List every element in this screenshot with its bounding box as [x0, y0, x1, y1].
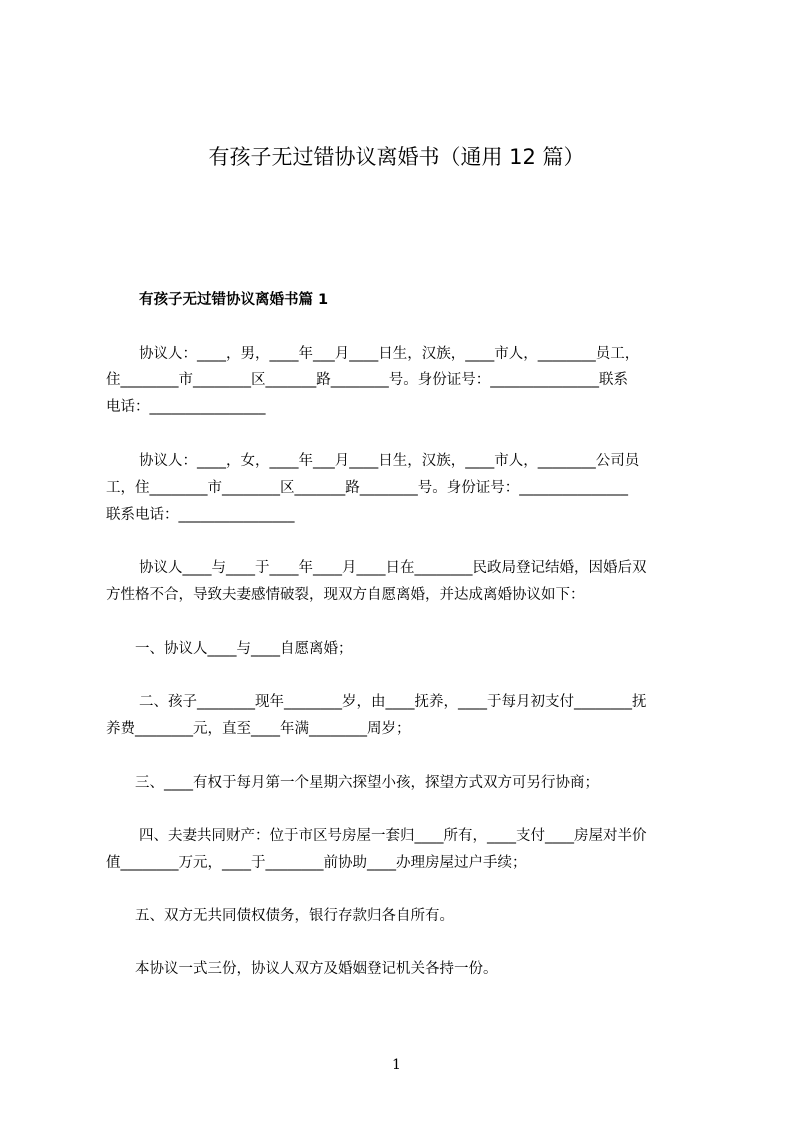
party2-line-1: 协议人：____，女，____年___月____日生，汉族，____市人，________公司员 — [139, 453, 640, 469]
party1-line-2: 住________市________区_______路________号。身份证号：_______________联系 — [106, 372, 628, 388]
party2-line-2: 工，住________市________区_______路________号。身份证号：_______________ — [106, 480, 628, 496]
page-number: 1 — [392, 1057, 401, 1073]
clause-5-line-1: 五、双方无共同债权债务，银行存款归各自所有。 — [135, 908, 454, 924]
party1-line-1: 协议人：____，男，____年___月____日生，汉族，____市人，________员工， — [139, 346, 640, 362]
intro-line-2: 方性格不合，导致夫妻感情破裂，现双方自愿离婚，并达成离婚协议如下： — [106, 587, 585, 603]
clause-3-line-1: 三、____有权于每月第一个星期六探望小孩，探望方式双方可另行协商； — [135, 775, 599, 791]
closing-line-1: 本协议一式三份，协议人双方及婚姻登记机关各持一份。 — [135, 961, 498, 977]
clause-2-line-2: 养费________元，直至____年满________周岁； — [106, 721, 411, 737]
intro-line-1: 协议人____与____于____年____月____日在________民政局登记结婚，因婚后双 — [139, 560, 647, 576]
clause-1-line-1: 一、协议人____与____自愿离婚； — [135, 641, 353, 657]
section-heading: 有孩子无过错协议离婚书篇 1 — [139, 292, 329, 308]
party2-line-3: 联系电话：________________ — [106, 507, 295, 523]
party1-line-3: 电话：________________ — [106, 399, 266, 415]
clause-4-line-1: 四、夫妻共同财产：位于市区号房屋一套归____所有，____支付____房屋对半价 — [139, 828, 647, 844]
clause-2-line-1: 二、孩子________现年________岁，由____抚养，____于每月初支付________抚 — [139, 694, 647, 710]
document-title: 有孩子无过错协议离婚书（通用 12 篇） — [208, 145, 585, 169]
clause-4-line-2: 值________万元，____于________前协助____办理房屋过户手续； — [106, 855, 527, 871]
